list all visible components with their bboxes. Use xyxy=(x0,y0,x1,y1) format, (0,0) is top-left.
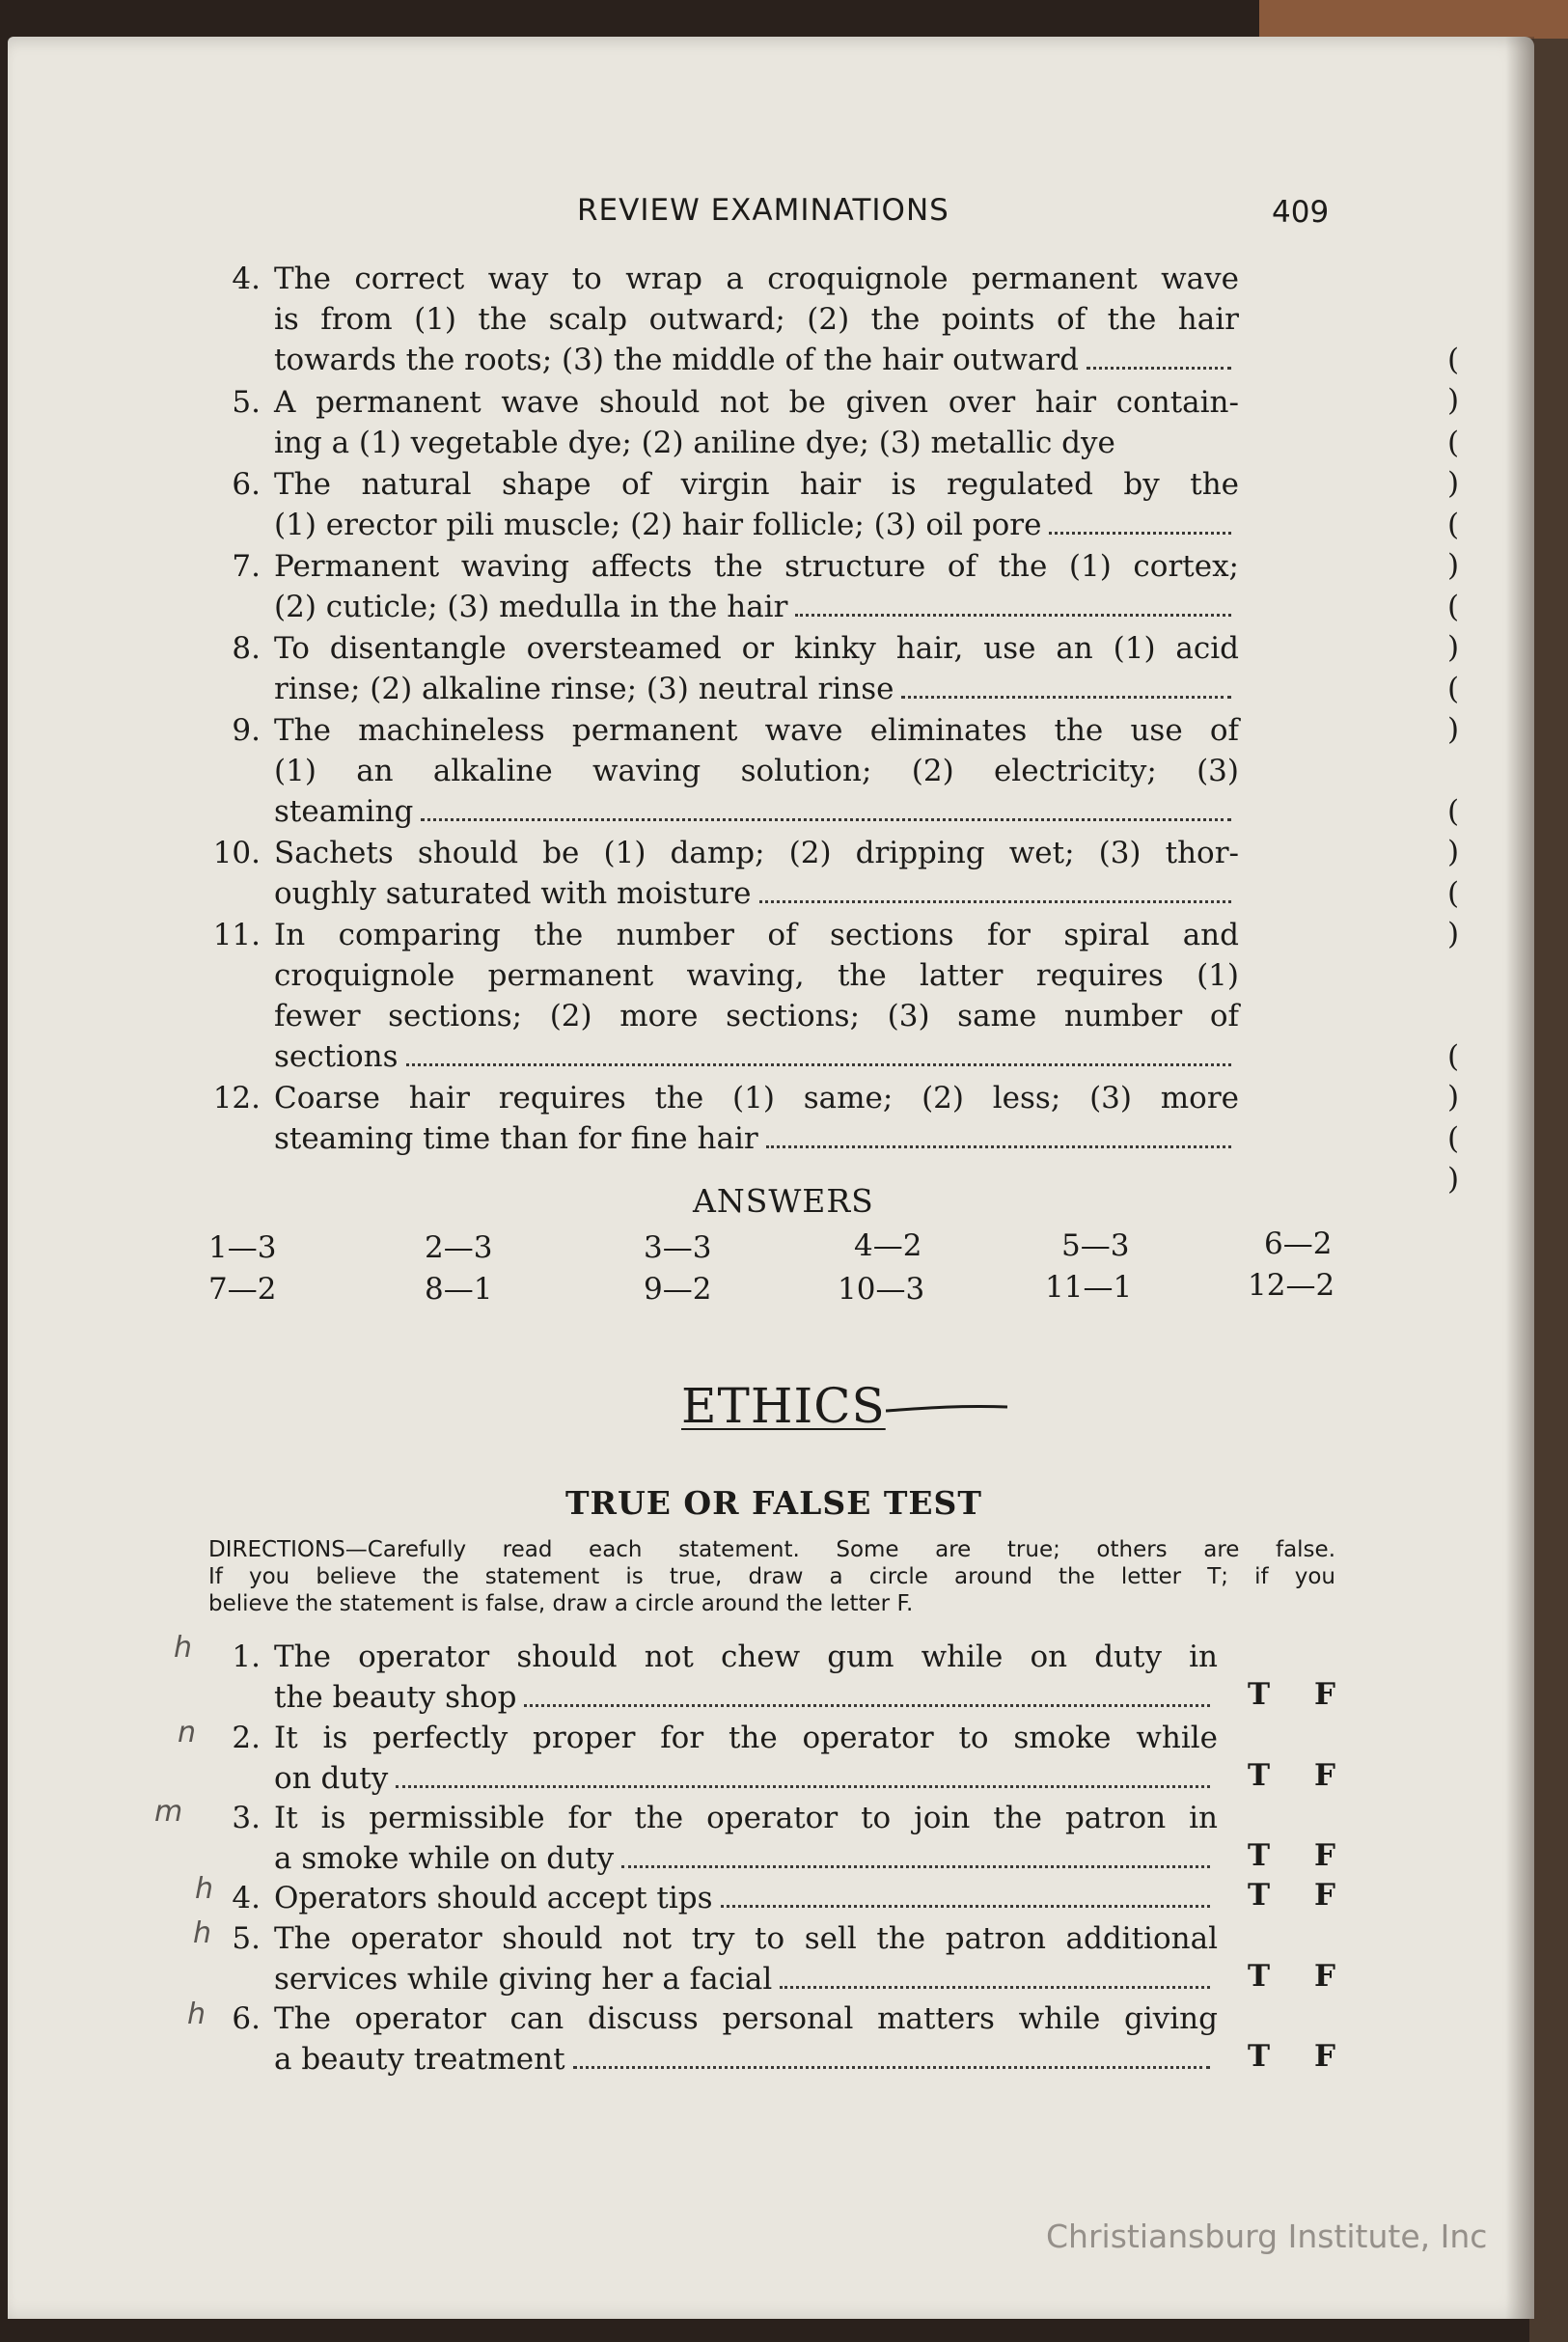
true-option[interactable]: T xyxy=(1248,1838,1271,1873)
question-line: The natural shape of virgin hair is regulated by the xyxy=(274,467,1239,502)
statement-line-text: Operators should accept tips xyxy=(274,1881,713,1915)
question-line xyxy=(274,1036,1239,1077)
handwritten-mark: h xyxy=(187,1998,206,2031)
statement-line: The operator can discuss personal matters while giving xyxy=(274,2001,1218,2036)
title-swash-ornament xyxy=(886,1401,1009,1417)
question-number: 12. xyxy=(212,1081,261,1116)
false-option[interactable]: F xyxy=(1314,2039,1336,2074)
question-line: Permanent waving affects the structure of the (1) cortex; xyxy=(274,549,1239,584)
statement-line: It is permissible for the operator to join the patron in xyxy=(274,1801,1218,1835)
handwritten-mark: m xyxy=(154,1795,183,1829)
statement-5 xyxy=(203,1918,1341,1999)
answer-key: 8—1 xyxy=(425,1272,493,1307)
answer-key: 5—3 xyxy=(1061,1228,1130,1263)
answer-key: 9—2 xyxy=(644,1272,712,1307)
statement-line-text: a smoke while on duty xyxy=(274,1841,615,1876)
question-number: 9. xyxy=(232,713,261,748)
question-line-text: ing a (1) vegetable dye; (2) aniline dye; (3) metallic dye xyxy=(274,426,1115,460)
question-number: 6. xyxy=(232,467,261,502)
answer-key: 3—3 xyxy=(644,1230,712,1265)
leader-dots xyxy=(421,818,1231,821)
leader-dots xyxy=(524,1704,1210,1707)
leader-dots xyxy=(396,1785,1210,1788)
handwritten-mark: h xyxy=(195,1872,214,1906)
handwritten-mark: h xyxy=(193,1916,212,1950)
true-option-marked[interactable]: T xyxy=(1248,2039,1271,2074)
true-option[interactable]: T xyxy=(1248,1677,1271,1712)
statement-line xyxy=(274,1838,1218,1879)
answer-slot: ( ) xyxy=(1447,590,1460,665)
statement-number: 5. xyxy=(232,1921,261,1956)
leader-dots xyxy=(573,2066,1210,2069)
question-line xyxy=(274,791,1239,832)
handwritten-mark: n xyxy=(178,1716,197,1750)
statement-line xyxy=(274,1758,1218,1799)
false-option[interactable]: F xyxy=(1314,1959,1336,1994)
true-option[interactable]: T xyxy=(1248,1878,1271,1913)
answer-slot: ( ) xyxy=(1447,508,1460,583)
answer-key: 10—3 xyxy=(838,1272,925,1307)
statement-line xyxy=(274,1959,1218,1999)
page-spine-shadow xyxy=(1505,37,1534,2319)
statement-2 xyxy=(203,1718,1341,1799)
leader-dots xyxy=(721,1905,1210,1908)
question-12 xyxy=(203,1078,1460,1197)
question-line-text: towards the roots; (3) the middle of the hair outward xyxy=(274,343,1079,377)
statement-4 xyxy=(203,1878,1341,1918)
statement-line-text: a beauty treatment xyxy=(274,2042,565,2077)
false-option[interactable]: F xyxy=(1314,1758,1336,1793)
leader-dots xyxy=(759,900,1231,903)
answer-key: 1—3 xyxy=(208,1230,277,1265)
question-line-text: steaming xyxy=(274,794,414,829)
leader-dots xyxy=(766,1145,1231,1148)
question-line xyxy=(274,873,1239,914)
answer-key: 6—2 xyxy=(1264,1226,1333,1261)
answer-key: 12—2 xyxy=(1248,1268,1335,1303)
handwritten-mark: h xyxy=(174,1631,193,1665)
question-line xyxy=(274,505,1239,545)
statement-line xyxy=(274,1677,1218,1718)
leader-dots xyxy=(780,1986,1210,1989)
watermark: Christiansburg Institute, Inc xyxy=(1046,2218,1488,2255)
statement-line: It is perfectly proper for the operator to smoke while xyxy=(274,1721,1218,1755)
question-line xyxy=(274,587,1239,627)
false-option[interactable]: F xyxy=(1314,1838,1336,1873)
question-line xyxy=(274,340,1239,380)
statement-line xyxy=(274,1878,1218,1918)
question-number: 10. xyxy=(212,836,261,870)
answer-slot: ( ) xyxy=(1447,1121,1460,1197)
false-option[interactable]: F xyxy=(1314,1677,1336,1712)
answer-key: 7—2 xyxy=(208,1272,277,1307)
question-line: To disentangle oversteamed or kinky hair, use an (1) acid xyxy=(274,631,1239,666)
question-number: 11. xyxy=(212,918,261,952)
true-option[interactable]: T xyxy=(1248,1758,1271,1793)
question-number: 8. xyxy=(232,631,261,666)
leader-dots xyxy=(406,1063,1231,1066)
statement-number: 1. xyxy=(232,1639,261,1674)
statement-number: 6. xyxy=(232,2001,261,2036)
question-line xyxy=(274,669,1239,709)
question-line-text: (1) erector pili muscle; (2) hair follicle; (3) oil pore xyxy=(274,508,1042,542)
true-false-test-title: TRUE OR FALSE TEST xyxy=(565,1484,982,1522)
directions-line: DIRECTIONS—Carefully read each statement. Some are true; others are false. xyxy=(208,1537,1335,1562)
answers-title: ANSWERS xyxy=(693,1182,874,1220)
answer-slot: ( ) xyxy=(1447,794,1460,869)
statement-line-text: the beauty shop xyxy=(274,1680,517,1715)
question-line: fewer sections; (2) more sections; (3) same number of xyxy=(274,999,1239,1033)
question-line: Coarse hair requires the (1) same; (2) less; (3) more xyxy=(274,1081,1239,1116)
answer-slot: ( ) xyxy=(1447,343,1460,418)
question-line: The correct way to wrap a croquignole permanent wave xyxy=(274,262,1239,296)
leader-dots xyxy=(795,614,1231,617)
answer-slot: ( ) xyxy=(1447,1039,1460,1115)
statement-number: 4. xyxy=(232,1881,261,1915)
page-number: 409 xyxy=(1272,195,1330,230)
statement-line: The operator should not try to sell the patron additional xyxy=(274,1921,1218,1956)
book-cover-top xyxy=(1259,0,1568,39)
question-line: The machineless permanent wave eliminates the use of xyxy=(274,713,1239,748)
question-line-text: rinse; (2) alkaline rinse; (3) neutral rinse xyxy=(274,672,894,706)
answer-slot: ( ) xyxy=(1447,426,1460,501)
statement-3 xyxy=(203,1798,1341,1879)
answer-key: 11—1 xyxy=(1045,1270,1133,1305)
question-number: 5. xyxy=(232,385,261,420)
question-number: 7. xyxy=(232,549,261,584)
question-line xyxy=(274,423,1239,463)
question-line-text: oughly saturated with moisture xyxy=(274,876,752,911)
true-option-marked[interactable]: T xyxy=(1248,1959,1271,1994)
statement-6 xyxy=(203,1998,1341,2080)
question-line: Sachets should be (1) damp; (2) dripping wet; (3) thor- xyxy=(274,836,1239,870)
question-line-text: steaming time than for fine hair xyxy=(274,1121,758,1156)
answer-slot: ( ) xyxy=(1447,876,1460,951)
leader-dots xyxy=(901,696,1231,699)
question-line-text: (2) cuticle; (3) medulla in the hair xyxy=(274,590,788,624)
leader-dots xyxy=(621,1865,1210,1868)
statement-number: 2. xyxy=(232,1721,261,1755)
answer-key: 2—3 xyxy=(425,1230,493,1265)
ethics-title: ETHICS xyxy=(681,1378,886,1434)
leader-dots xyxy=(1087,367,1231,370)
directions xyxy=(208,1536,1335,1617)
book-cover-edge xyxy=(1529,0,1568,2342)
leader-dots xyxy=(1049,532,1231,535)
directions-line: If you believe the statement is true, draw a circle around the letter T; if you xyxy=(208,1564,1335,1589)
question-line: A permanent wave should not be given over hair contain- xyxy=(274,385,1239,420)
question-line xyxy=(274,1118,1239,1159)
statement-number: 3. xyxy=(232,1801,261,1835)
directions-line: believe the statement is false, draw a circle around the letter F. xyxy=(208,1591,914,1616)
statement-line: The operator should not chew gum while on duty in xyxy=(274,1639,1218,1674)
statement-1 xyxy=(203,1637,1341,1718)
question-line: (1) an alkaline waving solution; (2) electricity; (3) xyxy=(274,754,1239,788)
question-line-text: sections xyxy=(274,1039,399,1074)
statement-line-text: services while giving her a facial xyxy=(274,1962,773,1997)
running-head: REVIEW EXAMINATIONS xyxy=(577,193,949,228)
false-option[interactable]: F xyxy=(1314,1878,1336,1913)
question-number: 4. xyxy=(232,262,261,296)
statement-line-text: on duty xyxy=(274,1761,389,1796)
question-line: In comparing the number of sections for spiral and xyxy=(274,918,1239,952)
answer-slot: ( ) xyxy=(1447,672,1460,747)
question-line: croquignole permanent waving, the latter requires (1) xyxy=(274,958,1239,993)
page-header xyxy=(0,193,1568,235)
statement-line xyxy=(274,2039,1218,2080)
answer-key: 4—2 xyxy=(854,1228,922,1263)
question-line: is from (1) the scalp outward; (2) the points of the hair xyxy=(274,302,1239,337)
